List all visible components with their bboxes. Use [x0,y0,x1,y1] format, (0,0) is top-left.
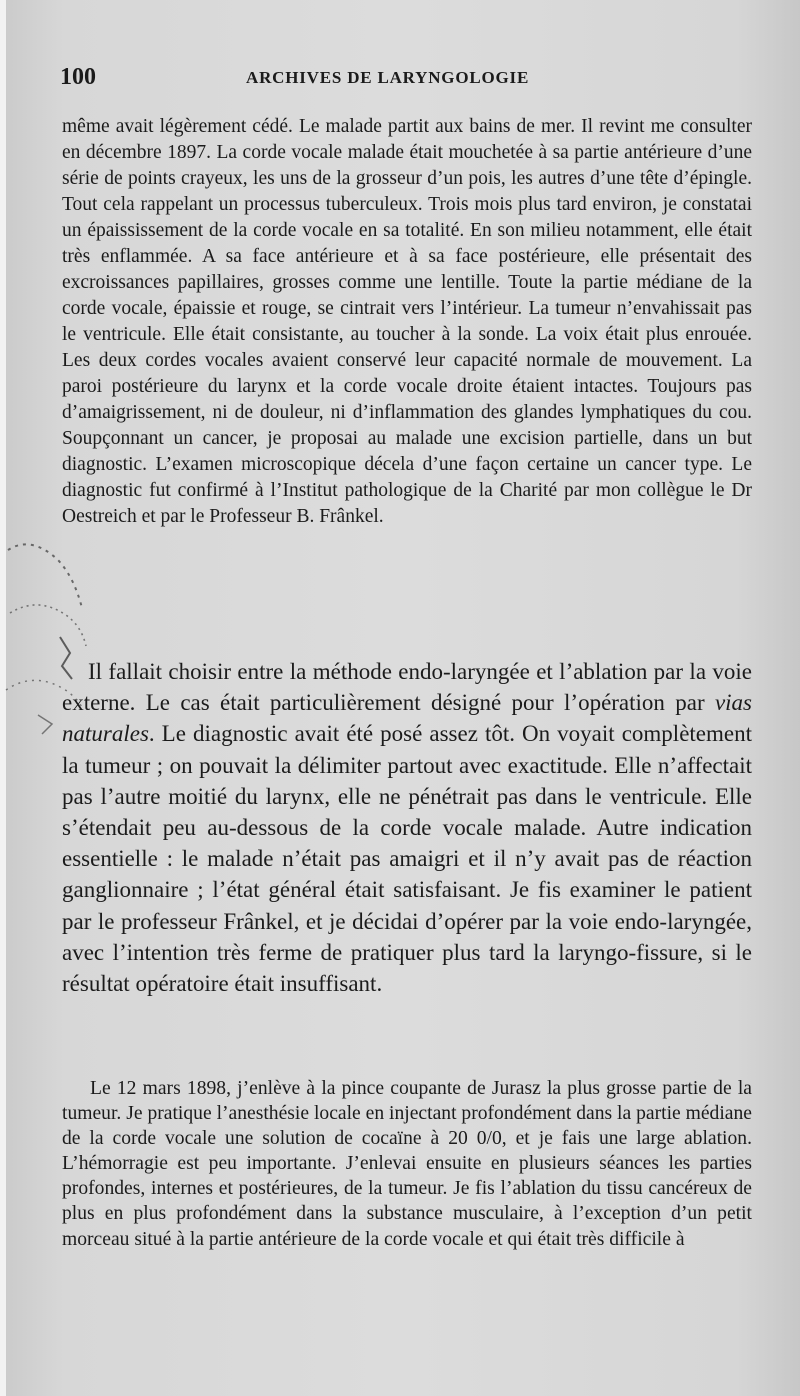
paragraph-1: même avait légèrement cédé. Le malade partit aux bains de mer. Il revint me consulter en décembre 1897. La corde vocale malade était mouchetée à sa partie antérieure d’une série de points crayeux, les uns de la grosseur d’un pois, les autres d’une tête d’épingle. Tout cela rappelant un processus tuberculeux. Trois mois plus tard environ, je constatai un épaississement de la corde vocale en sa totalité. En son milieu notamment, elle était très enflammée. A sa face antérieure et à sa face postérieure, elle présentait des excroissances papillaires, grosses comme une lentille. Toute la partie médiane de la corde vocale, épaissie et rouge, se cintrait vers l’intérieur. La tumeur n’envahissait pas le ventricule. Elle était consistante, au toucher à la sonde. La voix était plus enrouée. Les deux cordes vocales avaient conservé leur capacité normale de mouvement. La paroi postérieure du larynx et la corde vocale droite étaient intactes. Toujours pas d’amaigrissement, ni de douleur, ni d’inflammation des glandes lymphatiques du cou. Soupçonnant un cancer, je proposai au malade une excision partielle, dans un but diagnostic. L’examen microscopique décela d’une façon certaine un cancer type. Le diagnostic fut confirmé à l’Institut pathologique de la Charité par mon collègue le Dr Oestreich et par le Professeur B. Frânkel. [62,116,752,527]
paragraph-2-text-before-italic: Il fallait choisir entre la méthode endo-laryngée et l’ablation par la voie externe. Le cas était particulièrement désigné pour l’opération par [62,659,752,716]
paragraph-2-italic-latin: vias naturales [62,690,752,747]
ink-stamp-residue [0,525,92,745]
page-header [60,64,750,94]
paragraph-3: Le 12 mars 1898, j’enlève à la pince coupante de Jurasz la plus grosse partie de la tumeur. Je pratique l’anesthésie locale en injectant profondément dans la partie médiane de la corde vocale une solution de cocaïne à 20 0/0, et je fais une large ablation. L’hémorragie est peu importante. J’enlevai ensuite en plusieurs séances les parties profondes, internes et postérieures, de la tumeur. Je fis l’ablation du tissu cancéreux de plus en plus profondément dans la substance musculaire, à l’exception d’un petit morceau situé à la partie antérieure de la corde vocale et qui était très difficile à [62,1078,752,1250]
paragraph-2 [62,656,752,999]
page-number: 100 [60,64,96,90]
running-title: ARCHIVES DE LARYNGOLOGIE [246,68,530,87]
paragraph-2-text-after-italic: . Le diagnostic avait été posé assez tôt. On voyait complètement la tumeur ; on pouvait la délimiter partout avec exactitude. Elle n’affectait pas l’autre moitié du larynx, elle ne pénétrait pas dans le ventricule. Elle s’étendait peu au-dessous de la corde vocale malade. Autre indication essentielle : le malade n’était pas amaigri et il n’y avait pas de réaction ganglionnaire ; l’état général était satisfaisant. Je fis examiner le patient par le professeur Frânkel, et je décidai d’opérer par la voie endo-laryngée, avec l’intention très ferme de pratiquer plus tard la laryngo-fissure, si le résultat opératoire était insuffisant. [62,721,752,997]
